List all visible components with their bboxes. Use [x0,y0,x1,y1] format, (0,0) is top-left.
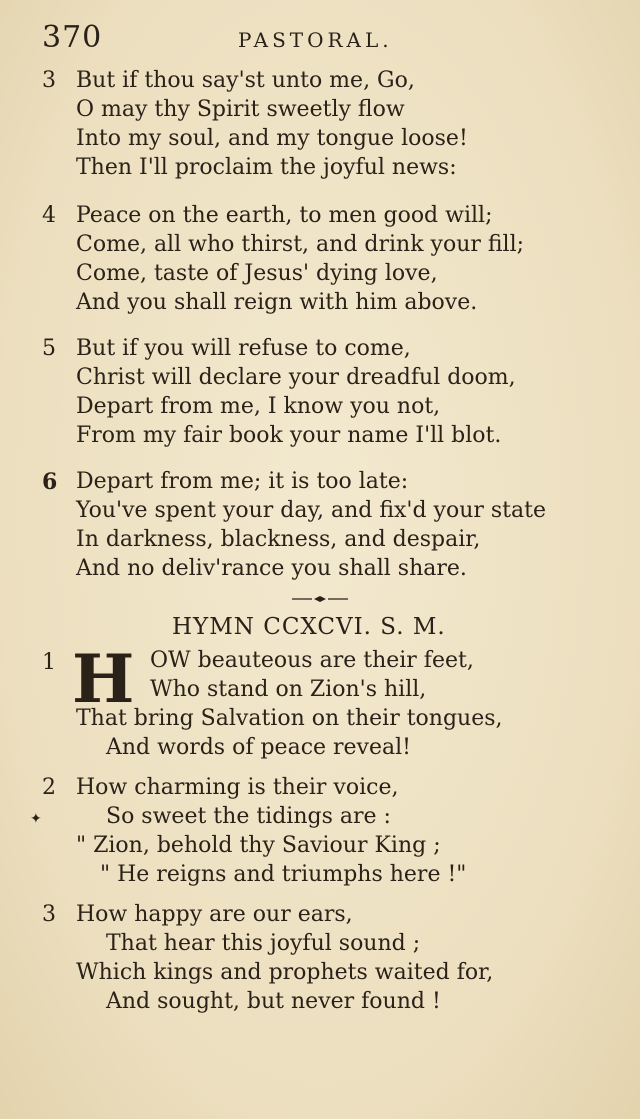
verse-line: " He reigns and triumphs here !" [100,862,467,887]
verse-line: Depart from me, I know you not, [76,394,441,419]
verse-line: Come, taste of Jesus' dying love, [76,261,438,286]
verse-line: From my fair book your name I'll blot. [76,423,502,448]
verse-line: How happy are our ears, [76,902,353,927]
stanza-number: 2 [42,775,56,800]
verse-line: Who stand on Zion's hill, [150,677,427,702]
verse-line: And words of peace reveal! [106,735,412,760]
ink-mark-icon: ✦ [30,811,42,827]
verse-line: O may thy Spirit sweetly flow [76,97,405,122]
stanza-number: 4 [42,203,56,228]
stanza-number: 6 [42,469,58,495]
stanza-number: 5 [42,336,56,361]
page-header [0,20,640,60]
verse-line: So sweet the tidings are : [106,804,391,829]
verse-line: How charming is their voice, [76,775,399,800]
verse-line: You've spent your day, and fix'd your state [76,498,546,523]
running-title: PASTORAL. [238,28,393,52]
page-number: 370 [42,20,103,55]
stanza-number: 1 [42,650,56,675]
verse-line: Christ will declare your dreadful doom, [76,365,516,390]
verse-line: And you shall reign with him above. [76,290,478,315]
verse-line: Into my soul, and my tongue loose! [76,126,468,151]
drop-cap: H [72,640,135,718]
verse-line: And sought, but never found ! [106,989,441,1014]
verse-line: But if you will refuse to come, [76,336,411,361]
verse-line: That bring Salvation on their tongues, [76,706,503,731]
verse-line: That hear this joyful sound ; [106,931,421,956]
verse-line: Which kings and prophets waited for, [76,960,494,985]
verse-line: And no deliv'rance you shall share. [76,556,467,581]
verse-line: OW beauteous are their feet, [150,648,474,673]
verse-line: But if thou say'st unto me, Go, [76,68,415,93]
verse-line: Then I'll proclaim the joyful news: [76,155,457,180]
stanza-number: 3 [42,902,56,927]
verse-line: Come, all who thirst, and drink your fill; [76,232,525,257]
verse-line: Depart from me; it is too late: [76,469,409,494]
verse-line: In darkness, blackness, and despair, [76,527,481,552]
hymn-title: HYMN CCXCVI. S. M. [172,614,446,640]
stanza-number: 3 [42,68,56,93]
ornament-divider-icon [290,594,350,604]
verse-line: Peace on the earth, to men good will; [76,203,493,228]
verse-line: " Zion, behold thy Saviour King ; [76,833,441,858]
